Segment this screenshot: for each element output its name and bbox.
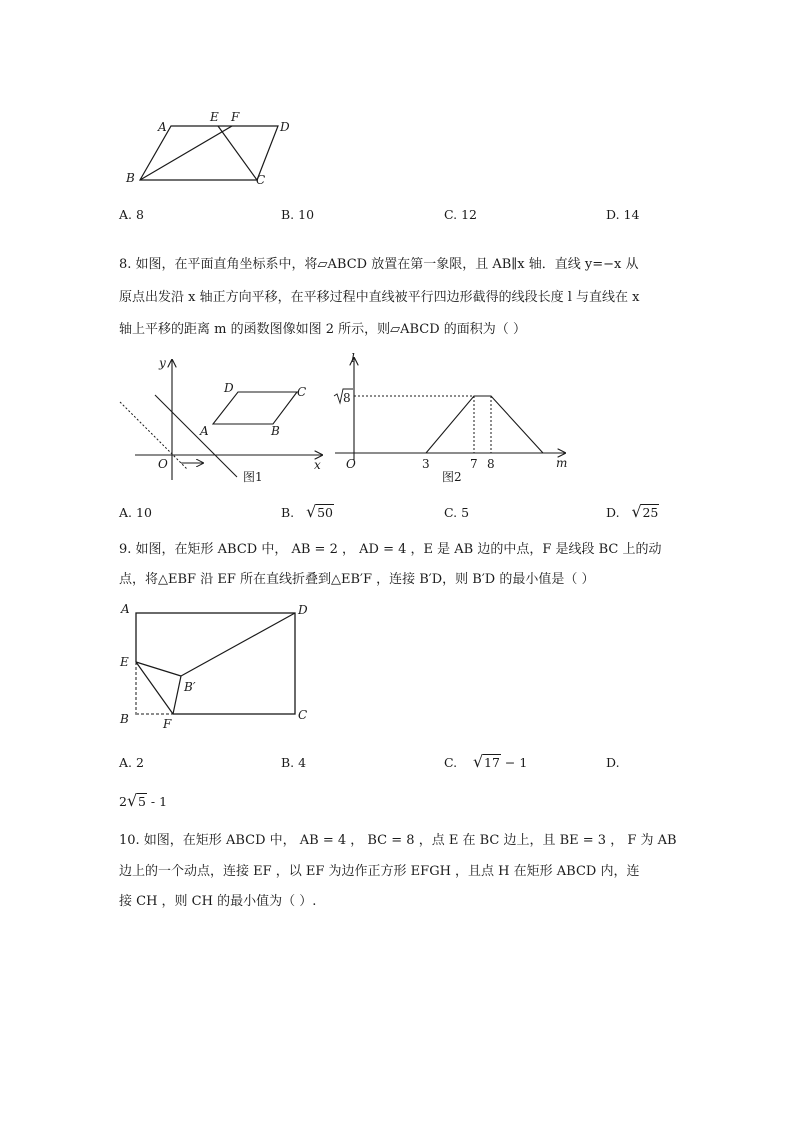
choice-text: 17 [484, 755, 500, 770]
q8-line-3: 轴上平移的距离 m 的函数图像如图 2 所示，则▱ABCD 的面积为（ ） [119, 322, 526, 337]
fig2-label-o: O [346, 457, 356, 471]
q9-label-e: E [120, 655, 129, 669]
q9-label-b1: B′ [184, 680, 196, 694]
fig1-caption: 图1 [243, 470, 263, 484]
fig2-tick-7: 7 [470, 457, 478, 471]
choice-text: 4 [298, 755, 307, 770]
sqrt-expression: √ 50 [306, 502, 333, 521]
radicand: 5 [137, 794, 146, 809]
q9-rectangle-figure [115, 598, 325, 736]
choice-text: 25 [642, 505, 659, 520]
q9-label-b: B [120, 712, 129, 726]
choice-text: 8 [136, 207, 144, 222]
coefficient: 2 [119, 794, 127, 809]
segment-b1d [181, 613, 295, 676]
rectangle-abcd [136, 613, 295, 714]
q10-line-3: 接 CH ，则 CH 的最小值为（ ）. [119, 894, 317, 909]
fig2-tick-3: 3 [422, 457, 430, 471]
q7-label-e: E [210, 110, 219, 124]
q10-line-2: 边上的一个动点，连接 EF ，以 EF 为边作正方形 EFGH ，且点 H 在矩形 ABCD 内，连 [119, 864, 640, 879]
choice-text: 50 [317, 505, 333, 520]
fig2-graph [426, 396, 543, 453]
sqrt-expression: √ 17 [473, 752, 500, 771]
fig1-label-a: A [200, 424, 209, 438]
fig1-label-c: C [297, 385, 307, 399]
q7-label-b: B [126, 171, 135, 185]
q7-label-d: D [280, 120, 290, 134]
q8-choice-a [119, 505, 152, 520]
q7-choice-b [281, 207, 314, 222]
q10-line-1: 10. 如图，在矩形 ABCD 中， AB = 4 ， BC = 8 ，点 E 在 BC 边上，且 BE = 3 ， F 为 AB [119, 833, 677, 848]
q8-line-1: 8. 如图，在平面直角坐标系中，将▱ABCD 放置在第一象限，且 AB∥x 轴．直线 y=−x 从 [119, 257, 639, 272]
q8-figure-2 [330, 350, 580, 490]
q7-choice-d [606, 207, 639, 222]
fig2-caption: 图2 [442, 470, 462, 484]
segment-eb1 [136, 662, 181, 676]
fig1-label-x: x [314, 458, 321, 472]
choice-letter: D. [606, 755, 620, 770]
q8-choice-b [281, 502, 334, 521]
sqrt-expression: √ 5 [126, 791, 146, 810]
sqrt-expression: √ 25 [631, 502, 659, 521]
q9-choice-a [119, 755, 144, 770]
fig2-peak-label [334, 389, 353, 405]
q7-choice-c [444, 207, 477, 222]
q9-label-a: A [121, 602, 130, 616]
choice-letter: D. [606, 505, 620, 520]
choice-text: 12 [461, 207, 477, 222]
q7-label-c: C [256, 173, 266, 187]
choice-letter: B. [281, 207, 295, 222]
q9-label-c: C [298, 708, 308, 722]
q8-line-2: 原点出发沿 x 轴正方向平移，在平移过程中直线被平行四边形截得的线段长度 l 与直线在 x [119, 290, 640, 305]
q8-figure-1 [115, 350, 335, 490]
choice-letter: C. [444, 755, 458, 770]
q8-choice-d [606, 502, 659, 521]
q9-choice-d-value [119, 791, 168, 810]
q7-label-a: A [158, 120, 167, 134]
fig2-label-l: l [351, 351, 355, 365]
q9-line-1: 9. 如图，在矩形 ABCD 中， AB = 2 ， AD = 4 ，E 是 AB 边的中点，F 是线段 BC 上的动 [119, 542, 662, 557]
fig1-label-o: O [158, 457, 168, 471]
q9-label-f: F [163, 717, 172, 731]
choice-letter: D. [606, 207, 620, 222]
choice-text: 14 [623, 207, 640, 222]
choice-letter: B. [281, 755, 295, 770]
fig1-label-d: D [224, 381, 234, 395]
choice-text: 10 [136, 505, 152, 520]
fig1-parallelogram [213, 392, 297, 424]
fig2-tick-8: 8 [487, 457, 495, 471]
fig1-label-y: y [159, 356, 166, 370]
q9-choice-b [281, 755, 306, 770]
choice-letter: B. [281, 505, 295, 520]
q7-choice-a [119, 207, 144, 222]
choice-text: 2 [136, 755, 144, 770]
segment-ec [218, 126, 257, 180]
q7-parallelogram-figure [120, 104, 310, 190]
q9-line-2: 点，将△EBF 沿 EF 所在直线折叠到△EB′F ，连接 B′D，则 B′D 的最小值是（ ） [119, 572, 595, 587]
choice-letter: A. [119, 755, 133, 770]
segment-bf [140, 126, 232, 180]
q7-label-f: F [231, 110, 240, 124]
q9-label-d: D [298, 603, 308, 617]
choice-letter: C. [444, 207, 458, 222]
choice-letter: A. [119, 207, 133, 222]
fig2-label-m: m [556, 456, 568, 470]
fig1-initial-line [120, 402, 187, 469]
parallelogram-abcd [140, 126, 278, 180]
q8-choice-c [444, 505, 469, 520]
choice-text: 10 [298, 207, 315, 222]
value-suffix: - 1 [146, 794, 168, 809]
choice-letter: C. [444, 505, 458, 520]
fig1-label-b: B [271, 424, 280, 438]
q9-choice-d [606, 755, 620, 770]
choice-letter: A. [119, 505, 133, 520]
choice-suffix: − 1 [500, 755, 528, 770]
q9-choice-c [444, 752, 528, 771]
fig2-peak-value: 8 [343, 391, 351, 405]
segment-fb1 [173, 676, 181, 714]
segment-ef [136, 662, 173, 714]
choice-text: 5 [461, 505, 470, 520]
